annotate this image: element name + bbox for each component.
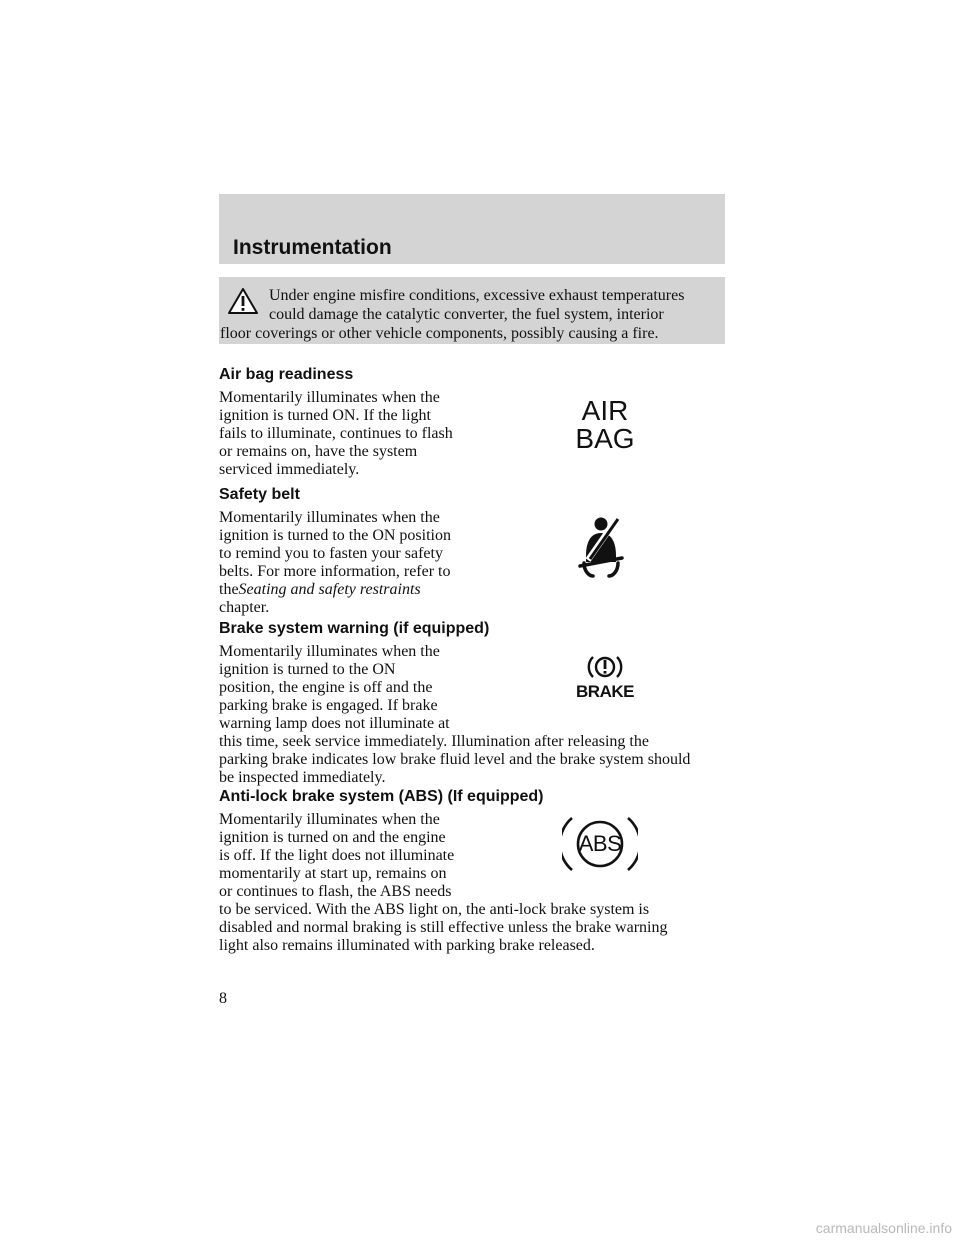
section-title-air-bag: Air bag readiness (219, 366, 354, 383)
body-line: this time, seek service immediately. Illumination after releasing the (219, 733, 649, 750)
body-line: serviced immediately. (219, 461, 360, 478)
body-line: position, the engine is off and the (219, 679, 433, 696)
body-line: ignition is turned to the ON position (219, 527, 451, 544)
body-line: to be serviced. With the ABS light on, the anti-lock brake system is (219, 901, 650, 918)
brake-icon-label: BRAKE (576, 682, 634, 701)
air-bag-icon-line: AIR (581, 395, 629, 426)
body-line: belts. For more information, refer to (219, 563, 451, 580)
warning-box (219, 277, 725, 344)
body-line: chapter. (219, 599, 270, 616)
watermark: carmanualsonline.info (815, 1220, 952, 1236)
body-line: is off. If the light does not illuminate (219, 847, 455, 864)
warning-text (219, 286, 719, 343)
body-line: ignition is turned to the ON (219, 661, 396, 678)
brake-warning-icon (574, 654, 636, 702)
air-bag-icon (575, 397, 635, 453)
chapter-reference: Seating and safety restraints (238, 581, 421, 598)
body-line: fails to illuminate, continues to flash (219, 425, 453, 442)
body-line: or remains on, have the system (219, 443, 418, 460)
body-line: Momentarily illuminates when the (219, 643, 440, 660)
reference-prefix: the (219, 581, 239, 598)
warning-line: Under engine misfire conditions, excessive exhaust temperatures (269, 287, 685, 304)
abs-icon-label: ABS (578, 831, 622, 856)
body-line: Momentarily illuminates when the (219, 389, 440, 406)
body-line: momentarily at start up, remains on (219, 865, 447, 882)
body-line: or continues to flash, the ABS needs (219, 883, 452, 900)
body-line: disabled and normal braking is still effective unless the brake warning (219, 919, 668, 936)
page-title: Instrumentation (233, 236, 392, 259)
section-body-safety-belt (219, 509, 451, 617)
section-body-air-bag (219, 389, 453, 479)
warning-line: could damage the catalytic converter, the fuel system, interior (269, 306, 664, 323)
section-title-abs: Anti-lock brake system (ABS) (If equipped) (219, 788, 544, 805)
body-line: Momentarily illuminates when the (219, 811, 440, 828)
page-number: 8 (219, 990, 227, 1007)
page-header (219, 194, 725, 264)
body-line-reference (219, 581, 451, 599)
section-title-safety-belt: Safety belt (219, 486, 300, 503)
air-bag-icon-line: BAG (575, 423, 635, 454)
warning-line: floor coverings or other vehicle components, possibly causing a fire. (220, 325, 659, 342)
safety-belt-icon (578, 516, 628, 578)
brake-circle-icon (574, 654, 636, 680)
body-line: ignition is turned on and the engine (219, 829, 446, 846)
body-line: ignition is turned ON. If the light (219, 407, 431, 424)
body-line: light also remains illuminated with parking brake released. (219, 937, 595, 954)
body-line: to remind you to fasten your safety (219, 545, 443, 562)
body-line: parking brake indicates low brake fluid level and the brake system should (219, 751, 691, 768)
abs-icon (562, 812, 638, 876)
section-title-brake: Brake system warning (if equipped) (219, 620, 490, 637)
body-line: be inspected immediately. (219, 769, 386, 786)
body-line: warning lamp does not illuminate at (219, 715, 450, 732)
body-line: Momentarily illuminates when the (219, 509, 440, 526)
body-line: parking brake is engaged. If brake (219, 697, 438, 714)
